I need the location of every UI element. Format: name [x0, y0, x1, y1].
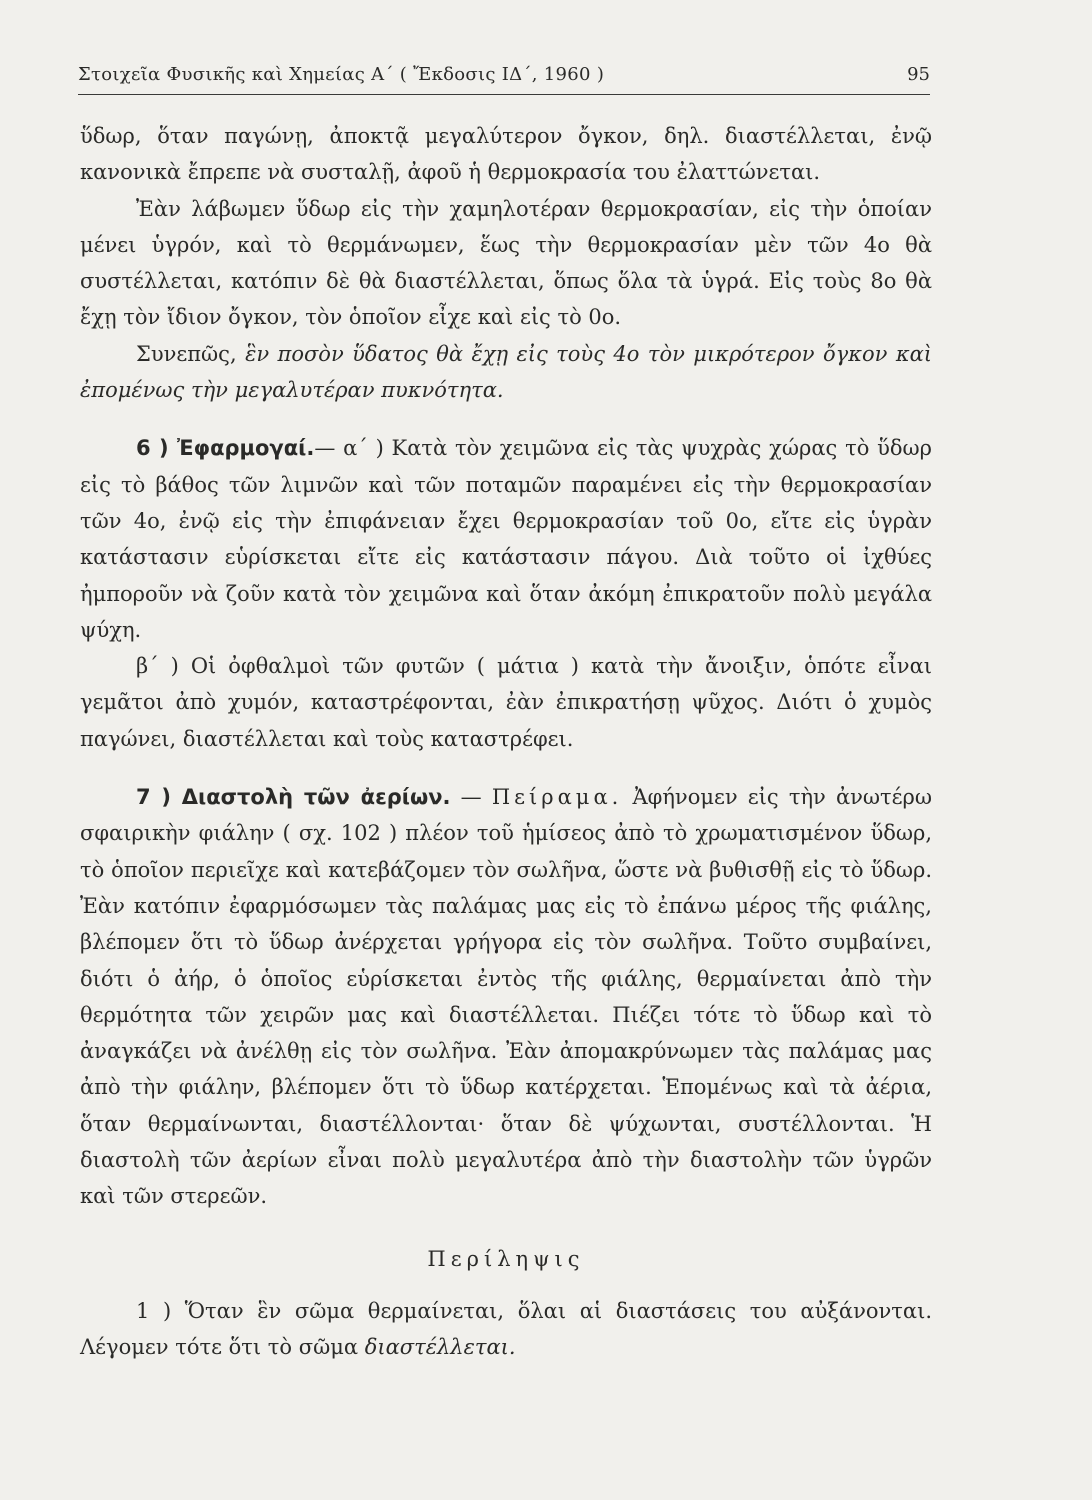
section-6-paragraph [80, 430, 932, 648]
section-6-b-paragraph: β΄ ) Οἱ ὀφθαλμοὶ τῶν φυτῶν ( μάτια ) κατὰ τὴν ἄνοιξιν, ὁπότε εἶναι γεμᾶτοι ἀπὸ χυμόν, καταστρέφονται, ἐὰν ἐπικρατήσῃ ψῦχος. Διότι ὁ χυμὸς παγώνει, διαστέλλεται καὶ τοὺς καταστρέφει. [80, 654, 932, 751]
summary-item-1 [80, 1293, 932, 1366]
section-6-heading: 6 ) Ἐφαρμογαί. [136, 436, 315, 461]
section-7-paragraph [80, 779, 932, 1215]
paragraph-heating-water: Ἐὰν λάβωμεν ὕδωρ εἰς τὴν χαμηλοτέραν θερμοκρασίαν, εἰς τὴν ὁποίαν μένει ὑγρόν, καὶ τὸ θερμάνωμεν, ἕως τὴν θερμοκρασίαν μὲν τῶν 4ο θὰ συστέλλεται, κατόπιν δὲ θὰ διαστέλλεται, ὅπως ὅλα τὰ ὑγρά. Εἰς τοὺς 8ο θὰ ἔχῃ τὸν ἴδιον ὄγκον, τὸν ὁποῖον εἶχε καὶ εἰς τὸ 0ο. [80, 196, 932, 330]
section-6-text: — α΄ ) Κατὰ τὸν χειμῶνα εἰς τὰς ψυχρὰς χώρας τὸ ὕδωρ εἰς τὸ βάθος τῶν λιμνῶν καὶ τῶν ποταμῶν παραμένει εἰς τὴν θερμοκρασίαν τῶν 4ο, ἐνῷ εἰς τὴν ἐπιφάνειαν ἔχει θερμοκρασίαν τοῦ 0ο, εἴτε εἰς ὑγρὰν κατάστασιν εὑρίσκεται εἴτε εἰς κατάστασιν πάγου. Διὰ τοῦτο οἱ ἰχθύες ἠμποροῦν νὰ ζοῦν κατὰ τὸν χειμῶνα καὶ ὅταν ἀκόμη ἐπικρατοῦν πολὺ μεγάλα ψύχη. [80, 436, 932, 642]
section-7-text: Ἀφήνομεν εἰς τὴν ἀνωτέρω σφαιρικὴν φιάλην ( σχ. 102 ) πλέον τοῦ ἡμίσεος ἀπὸ τὸ χρωματισμένον ὕδωρ, τὸ ὁποῖον περιεῖχε καὶ κατεβάζομεν τὸν σωλῆνα, ὥστε νὰ βυθισθῇ εἰς τὸ ὕδωρ. Ἐὰν κατόπιν ἐφαρμόσωμεν τὰς παλάμας μας εἰς τὸ ἐπάνω μέρος τῆς φιάλης, βλέπομεν ὅτι τὸ ὕδωρ ἀνέρχεται γρήγορα εἰς τὸν σωλῆνα. Τοῦτο συμβαίνει, διότι ὁ ἀήρ, ὁ ὁποῖος εὑρίσκεται ἐντὸς τῆς φιάλης, θερμαίνεται ἀπὸ τὴν θερμότητα τῶν χειρῶν μας καὶ διαστέλλεται. Πιέζει τότε τὸ ὕδωρ καὶ τὸ ἀναγκάζει νὰ ἀνέλθῃ εἰς τὸν σωλῆνα. Ἐὰν ἀπομακρύνωμεν τὰς παλάμας μας ἀπὸ τὴν φιάλην, βλέπομεν ὅτι τὸ ὕδωρ κατέρχεται. Ἑπομένως καὶ τὰ ἀέρια, ὅταν θερμαίνωνται, διαστέλλονται· ὅταν δὲ ψύχωνται, συστέλλονται. Ἡ διαστολὴ τῶν ἀερίων εἶναι πολὺ μεγαλυτέρα ἀπὸ τὴν διαστολὴν τῶν ὑγρῶν καὶ τῶν στερεῶν. [80, 785, 932, 1209]
running-header [78, 56, 930, 95]
summary-item-1-italic: διαστέλλεται. [364, 1335, 516, 1360]
paragraph-continuation: ὕδωρ, ὅταν παγώνῃ, ἀποκτᾷ μεγαλύτερον ὄγκον, δηλ. διαστέλλεται, ἐνῷ κανονικὰ ἔπρεπε νὰ συσταλῇ, ἀφοῦ ἡ θερμοκρασία του ἐλαττώνεται. [80, 124, 932, 185]
experiment-label: Πείραμα. [491, 785, 623, 810]
running-title: Στοιχεῖα Φυσικῆς καὶ Χημείας Α΄ ( Ἔκδοσις ΙΔ΄, 1960 ) [78, 64, 605, 85]
section-7-heading: 7 ) Διαστολὴ τῶν ἀερίων. [136, 785, 451, 810]
page-number: 95 [907, 64, 930, 85]
conclusion-lead: Συνεπῶς, [136, 341, 246, 366]
section-7-dash: — [450, 785, 492, 810]
body-text [80, 118, 932, 1366]
paragraph-conclusion [80, 336, 932, 409]
conclusion-italic: ἓν ποσὸν ὕδατος θὰ ἔχῃ εἰς τοὺς 4ο τὸν μικρότερον ὄγκον καὶ ἐπομένως τὴν μεγαλυτέραν πυκνότητα. [80, 341, 933, 403]
summary-item-1-lead: 1 ) Ὅταν ἓν σῶμα θερμαίνεται, ὅλαι αἱ διαστάσεις του αὐξάνονται. Λέγομεν τότε ὅτι τὸ σῶμα [80, 1298, 932, 1360]
summary-title: Περίληψις [427, 1246, 585, 1271]
